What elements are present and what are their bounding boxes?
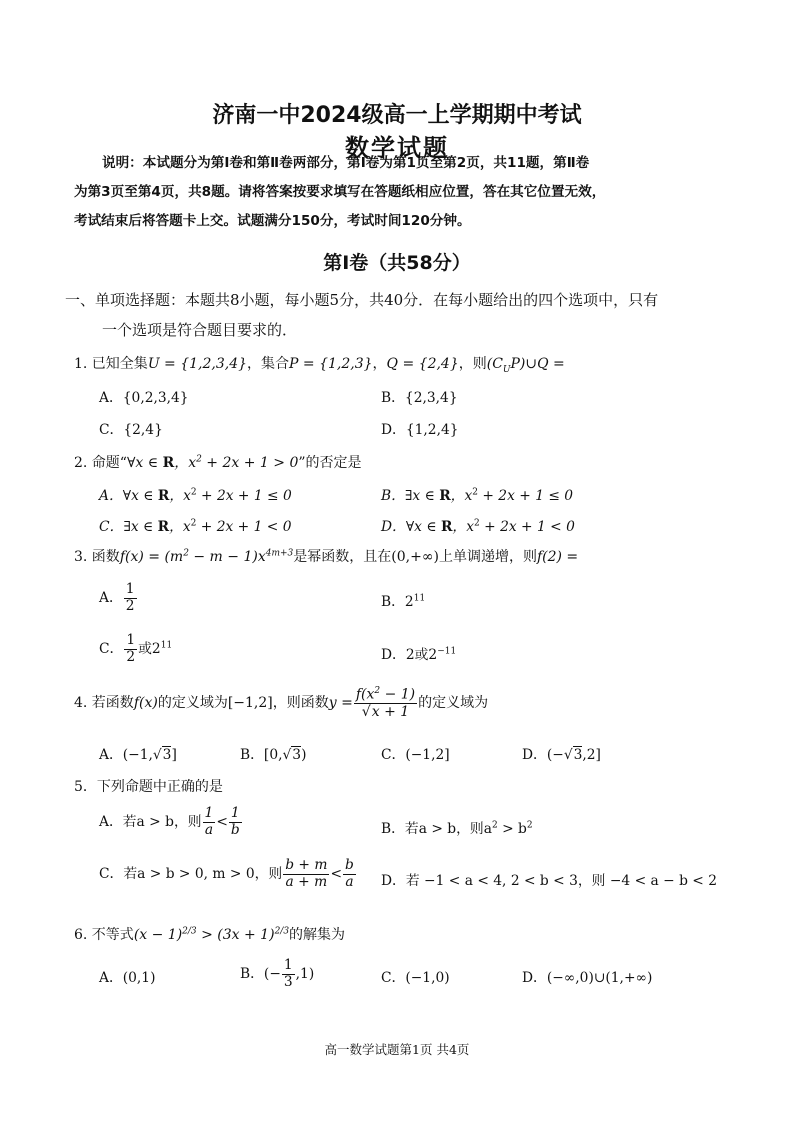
section-heading-line1: 一、单项选择题：本题共8小题，每小题5分，共40分．在每小题给出的四个选项中，只有 xyxy=(65,291,659,309)
q3-option-c: C． $\frac{1}{2}$ 或$2^{11}$ xyxy=(99,632,173,665)
q4-option-d: D．(−√3,2] xyxy=(522,747,601,763)
exam-instructions xyxy=(74,149,729,236)
q6-option-b: B．(− $\frac{1}{3}$ ,1) xyxy=(240,957,315,990)
q6-suffix: 的解集为 xyxy=(289,927,346,943)
q1-set-q: Q = {2,4} xyxy=(386,356,459,372)
q3-interval: (0,+∞) xyxy=(391,549,439,565)
q1-set-u: U = {1,2,3,4} xyxy=(147,356,248,372)
question-1-stem xyxy=(74,353,565,375)
q1-text2: ，则 xyxy=(458,356,487,372)
q4-fx: f(x) xyxy=(133,694,158,711)
q3-text: 是幂函数，且在 xyxy=(293,549,392,565)
q5-option-a: A．若a > b，则 $\frac{1}{a}$ < $\frac{1}{b}$ xyxy=(99,805,240,838)
q3-function: $f(x) = (m^2 - m - 1)x^{4m+3}$ xyxy=(119,548,294,565)
q5-option-c: C．若a > b > 0, m > 0，则 $\frac{b + m}{a + m}$ < $\frac{b}{a}$ xyxy=(99,857,354,890)
q4-option-a: A．(−1,√3] xyxy=(99,747,177,763)
q2-option-d: D．∀x ∈ R，$x^2 + 2x + 1 < 0$ xyxy=(381,518,575,535)
question-5-stem: 5．下列命题中正确的是 xyxy=(74,779,223,795)
q3-ask: f(2) = xyxy=(536,549,579,565)
q1-sep: ， xyxy=(372,356,387,372)
q2-quantifier: ∀x ∈ xyxy=(126,455,163,471)
question-4-stem xyxy=(74,686,488,720)
q2-condition: ，$x^2 + 2x + 1 > 0$ xyxy=(174,454,299,471)
q6-option-a: A．(0,1) xyxy=(99,970,156,986)
section-heading-line2: 一个选项是符合题目要求的． xyxy=(102,321,298,339)
q5-option-d: D．若 −1 < a < 4, 2 < b < 3，则 −4 < a − b < 2 xyxy=(381,873,718,889)
q1-option-c: C．{2,4} xyxy=(99,422,163,438)
note-line-3: 考试结束后将答题卡上交。试题满分150分，考试时间120分钟。 xyxy=(74,213,471,229)
q4-option-c: C．(−1,2] xyxy=(381,747,450,763)
q3-option-b: B．$2^{11}$ xyxy=(381,593,426,610)
q2-suffix: ”的否定是 xyxy=(298,455,362,471)
q4-text: 的定义域为[−1,2]，则函数 xyxy=(157,694,329,711)
q6-prefix: 6. 不等式 xyxy=(74,927,134,943)
q1-text: ，集合 xyxy=(247,356,290,372)
q3-text2: 上单调递增，则 xyxy=(438,549,537,565)
volume-title: 第Ⅰ卷（共58分） xyxy=(323,252,471,274)
q4-option-b: B．[0,√3) xyxy=(240,747,307,763)
q2-prefix: 2. 命题“ xyxy=(74,455,127,471)
q4-prefix: 4. 若函数 xyxy=(74,694,134,711)
q4-fraction: $\frac{f(x^2 - 1)}{√x + 1}$ xyxy=(355,686,416,720)
exam-title: 济南一中2024级高一上学期期中考试 xyxy=(212,103,582,128)
exam-subtitle: 数学试题 xyxy=(345,134,449,162)
q1-option-a: A．{0,2,3,4} xyxy=(99,390,189,406)
note-line-2: 为第3页至第4页，共8题。请将答案按要求填写在答题纸相应位置，答在其它位置无效， xyxy=(74,184,606,200)
q2-real-set: R xyxy=(162,455,175,471)
q6-inequality: $(x - 1)^{2/3} > (3x + 1)^{2/3}$ xyxy=(133,926,290,943)
question-3-stem xyxy=(74,546,578,566)
q2-option-c: C．∃x ∈ R，$x^2 + 2x + 1 < 0$ xyxy=(99,518,292,535)
q3-prefix: 3. 函数 xyxy=(74,549,120,565)
q5-option-b: B．若a > b，则$a^2 > b^2$ xyxy=(381,820,533,837)
q3-option-a: A． $\frac{1}{2}$ xyxy=(99,581,135,614)
q1-expression: $(C_UP)\cup Q$ = xyxy=(486,356,565,375)
q6-option-d: D．(−∞,0)∪(1,+∞) xyxy=(522,970,653,986)
question-2-stem xyxy=(74,452,362,472)
q4-y: y = xyxy=(328,694,353,711)
page-footer: 高一数学试题第1页 共4页 xyxy=(324,1042,470,1057)
q1-prefix: 1. 已知全集 xyxy=(74,356,148,372)
q4-suffix: 的定义域为 xyxy=(418,694,489,711)
q3-option-d: D．2或$2^{-11}$ xyxy=(381,646,457,663)
q2-option-b: B．∃x ∈ R，$x^2 + 2x + 1 \le 0$ xyxy=(381,487,574,504)
question-6-stem xyxy=(74,924,345,944)
q1-set-p: P = {1,2,3} xyxy=(289,356,373,372)
q1-option-d: D．{1,2,4} xyxy=(381,422,459,438)
note-line-1: 说明：本试题分为第Ⅰ卷和第Ⅱ卷两部分，第Ⅰ卷为第1页至第2页，共11题，第Ⅱ卷 xyxy=(102,155,590,171)
q6-option-c: C．(−1,0) xyxy=(381,970,450,986)
q2-option-a: A．∀x ∈ R，$x^2 + 2x + 1 \le 0$ xyxy=(99,487,292,504)
q1-option-b: B．{2,3,4} xyxy=(381,390,458,406)
